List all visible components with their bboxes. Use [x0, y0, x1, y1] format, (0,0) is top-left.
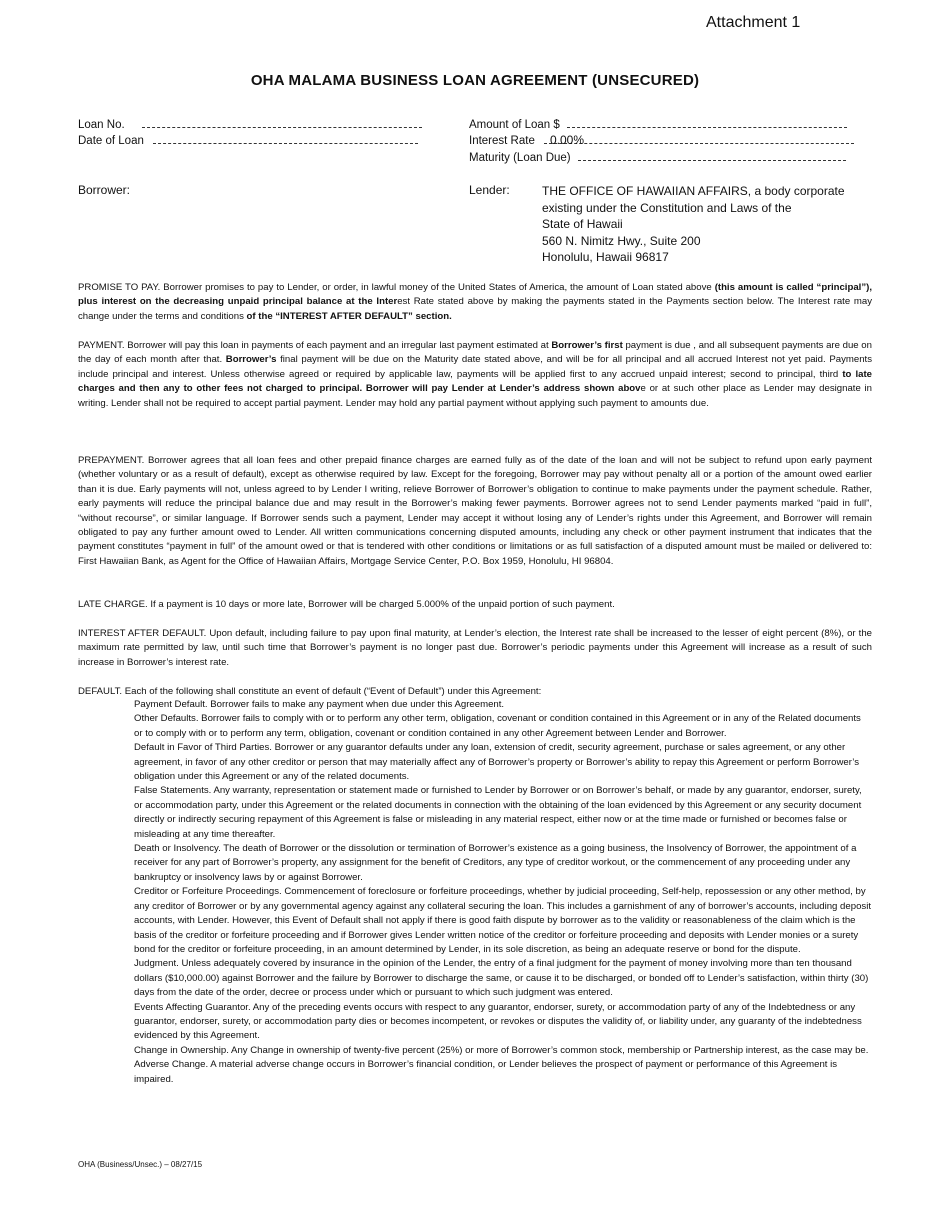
default-item: False Statements. Any warranty, representation or statement made or furnished to Lender by Borrower or on Borrower’s behalf, or made by any guarantor, endorser, surety, or accommodation party, under this Agreement or the related documents in connection with the obtaining of the loan evidenced by this Agreement or any security document directly or indirectly securing repayment of this Agreement is false or misleading in any material respect, either now or at the time made or furnished or becomes false or misleading at any time thereafter.	[134, 785, 862, 840]
promise-bold: (this amount is called “principal”), plus interest on the decreasing unpaid principal balance at the Inter	[78, 282, 872, 308]
default-item: Creditor or Forfeiture Proceedings. Commencement of foreclosure or forfeiture proceedings, whether by judicial proceeding, Self-help, repossession or any other method, by any creditor of Borrower or by any governmental agency against any collateral securing the loan. This includes a garnishment of any of borrower’s accounts, including deposit accounts, with Lender. However, this Event of Default shall not apply if there is good faith dispute by borrower as to the validity or reasonableness of the claim which is the basis of the creditor or forfeiture proceeding and if Borrower gives Lender written notice of the creditor or forfeiture proceeding and deposits with Lender monies or a surety bond for the creditor or forfeiture proceeding, in an amount determined by Lender, in its sole discretion, as being an adequate reserve or bond for the dispute.	[134, 886, 871, 955]
payment-bold: to late charges and then any to other fees not charged to principal. Borrower will pay Lender at Lender’s address shown abov	[78, 368, 872, 395]
interest-rate-value: 0.00%	[550, 133, 585, 147]
payment-bold: Borrower’s	[225, 354, 277, 366]
promise-bold: of the “INTEREST AFTER DEFAULT” section.	[246, 310, 452, 322]
late-charge-section: LATE CHARGE. If a payment is 10 days or more late, Borrower will be charged 5.000% of the unpaid portion of such payment.	[78, 599, 615, 610]
lender-line: Honolulu, Hawaii 96817	[542, 250, 669, 264]
promise-text: PROMISE TO PAY. Borrower promises to pay to Lender, or order, in lawful money of the United States of America, the amount of Loan stated above	[78, 282, 715, 293]
payment-text: final payment will be due on the Maturity date stated above, and will be for all principal and all accrued Interest not yet paid. Payments include principal and interest. Unless otherwise agreed or required by applicable law, payments will be applied first to any accrued unpaid interest; second to principal, third	[78, 354, 872, 380]
lender-line: THE OFFICE OF HAWAIIAN AFFAIRS, a body corporate	[542, 184, 845, 198]
interest-rate-row	[469, 134, 854, 147]
default-item: Other Defaults. Borrower fails to comply with or to perform any other term, obligation, covenant or condition contained in this Agreement or in any of the Related documents or to comply with or to perform any term, obligation, covenant or condition contained in any other Agreement between Lender and Borrower.	[134, 713, 861, 739]
default-item: Events Affecting Guarantor. Any of the preceding events occurs with respect to any guarantor, endorser, surety, or accommodation party of any of the Indebtedness or any guarantor, endorser, surety, or accommodation party dies or becomes incompetent, or revokes or disputes the validity of, or liability under, any guaranty of the indebtedness evidenced by this Agreement.	[134, 1001, 862, 1042]
date-of-loan-row	[78, 134, 418, 147]
default-list	[134, 698, 872, 1087]
footer: OHA (Business/Unsec.) – 08/27/15	[78, 1160, 203, 1169]
maturity-field[interactable]	[578, 151, 846, 161]
date-of-loan-label: Date of Loan	[78, 135, 144, 147]
borrower-label: Borrower:	[78, 183, 131, 197]
maturity-row	[469, 151, 846, 164]
prepayment-section: PREPAYMENT. Borrower agrees that all loan fees and other prepaid finance charges are earned fully as of the date of the loan and will not be subject to refund upon early payment (whether voluntary or as a result of default), except as otherwise required by law. Except for the foregoing, Borrower may pay without penalty all or a portion of the amount owed earlier than it is due. Early payments will not, unless agreed to by Lender I writing, relieve Borrower of Borrower’s obligation to continue to make payments under the payment schedule. Rather, early payments will reduce the principal balance due and may result in the Borrower’s making fewer payments. Borrower agrees not to send Lender payments marked “paid in full”, “without recourse”, or similar language. If Borrower sends such a payment, Lender may accept it without losing any of Lender’s rights under this Agreement, and Borrower will remain obligated to pay any further amount owed to Lender. All written communications concerning disputed amounts, including any check or other payment instrument that indicates that the payment constitutes “payment in full” of the amount owed or that is tendered with other conditions or limitations or as full satisfaction of a disputed amount must be mailed or delivered to: First Hawaiian Bank, as Agent for the Office of Hawaiian Affairs, Mortgage Service Center, P.O. Box 1959, Honolulu, HI 96804.	[78, 455, 872, 567]
lender-label: Lender:	[469, 183, 510, 197]
payment-bold: Borrower’s first	[551, 340, 623, 351]
promise-text: est Rate stated above by making the payments stated in the Payments section below. The Interest rate may change under the terms and conditions	[78, 296, 872, 322]
default-item: Death or Insolvency. The death of Borrower or the dissolution or termination of Borrower’s existence as a going business, the Insolvency of Borrower, the appointment of a receiver for any part of Borrower’s property, any assignment for the benefit of Creditors, any type of creditor workout, or the commencement of any proceeding under any bankruptcy or insolvency laws by or against Borrower.	[134, 843, 857, 883]
amount-row	[469, 118, 847, 131]
payment-text: e or at such other place as Lender may designate in writing. Lender shall not be required to accept partial payment. Lender may hold any partial payment without applying such payment to amounts due.	[78, 383, 872, 409]
default-item: Adverse Change. A material adverse change occurs in Borrower’s financial condition, or Lender believes the prospect of payment or performance of this Agreement is impaired.	[134, 1059, 838, 1085]
default-item: Change in Ownership. Any Change in ownership of twenty-five percent (25%) or more of Borrower’s common stock, membership or Partnership interest, as the case may be.	[134, 1044, 869, 1056]
default-heading: DEFAULT. Each of the following shall constitute an event of default (“Event of Default”) under this Agreement:	[78, 686, 542, 697]
amount-label: Amount of Loan $	[469, 119, 560, 131]
payment-section	[78, 339, 872, 411]
maturity-label: Maturity (Loan Due)	[469, 152, 571, 164]
loan-no-row	[78, 118, 422, 131]
payment-text: payment is due , and all subsequent payments are due on the day of each month after that.	[78, 340, 872, 366]
interest-rate-label: Interest Rate	[469, 135, 535, 147]
promise-to-pay-section	[78, 281, 872, 324]
attachment-label: Attachment 1	[706, 14, 801, 31]
default-item: Default in Favor of Third Parties. Borrower or any guarantor defaults under any loan, extension of credit, security agreement, purchase or sales agreement, or any other agreement, in favor of any other creditor or person that may materially affect any of Borrower’s property or Borrower’s ability to repay this Agreement or perform Borrower’s obligation under this Agreement or any of the related documents.	[134, 742, 860, 783]
interest-after-default-section: INTEREST AFTER DEFAULT. Upon default, including failure to pay upon final maturity, at Lender’s election, the Interest rate shall be increased to the lesser of eight percent (8%), or the maximum rate permitted by law, until such time that Borrower’s payment is no longer past due. Borrower’s periodic payments under this Agreement will increase as a result of such increase in Borrower’s interest rate.	[78, 628, 872, 668]
lender-address	[542, 183, 845, 266]
document-title: OHA MALAMA BUSINESS LOAN AGREEMENT (UNSECURED)	[250, 72, 700, 89]
lender-line: 560 N. Nimitz Hwy., Suite 200	[542, 233, 701, 248]
interest-rate-field[interactable]	[544, 134, 854, 144]
loan-no-label: Loan No.	[78, 119, 125, 131]
loan-no-field[interactable]	[142, 118, 422, 128]
default-item: Judgment. Unless adequately covered by insurance in the opinion of the Lender, the entry of a final judgment for the payment of money involving more than ten thousand dollars ($10,000.00) against Borrower and the failure by Borrower to discharge the same, or cause it to be discharged, or bonded off to Lender’s satisfaction, within thirty (30) days from the date of the order, decree or process under which or pursuant to which such judgment was entered.	[134, 958, 869, 999]
lender-line: existing under the Constitution and Laws of the	[542, 200, 792, 215]
date-of-loan-field[interactable]	[153, 134, 418, 144]
amount-field[interactable]	[567, 118, 847, 128]
default-item: Payment Default. Borrower fails to make any payment when due under this Agreement.	[134, 699, 505, 710]
payment-text: PAYMENT. Borrower will pay this loan in payments of each payment and an irregular last payment estimated at	[78, 340, 552, 351]
lender-line: State of Hawaii	[542, 217, 623, 231]
